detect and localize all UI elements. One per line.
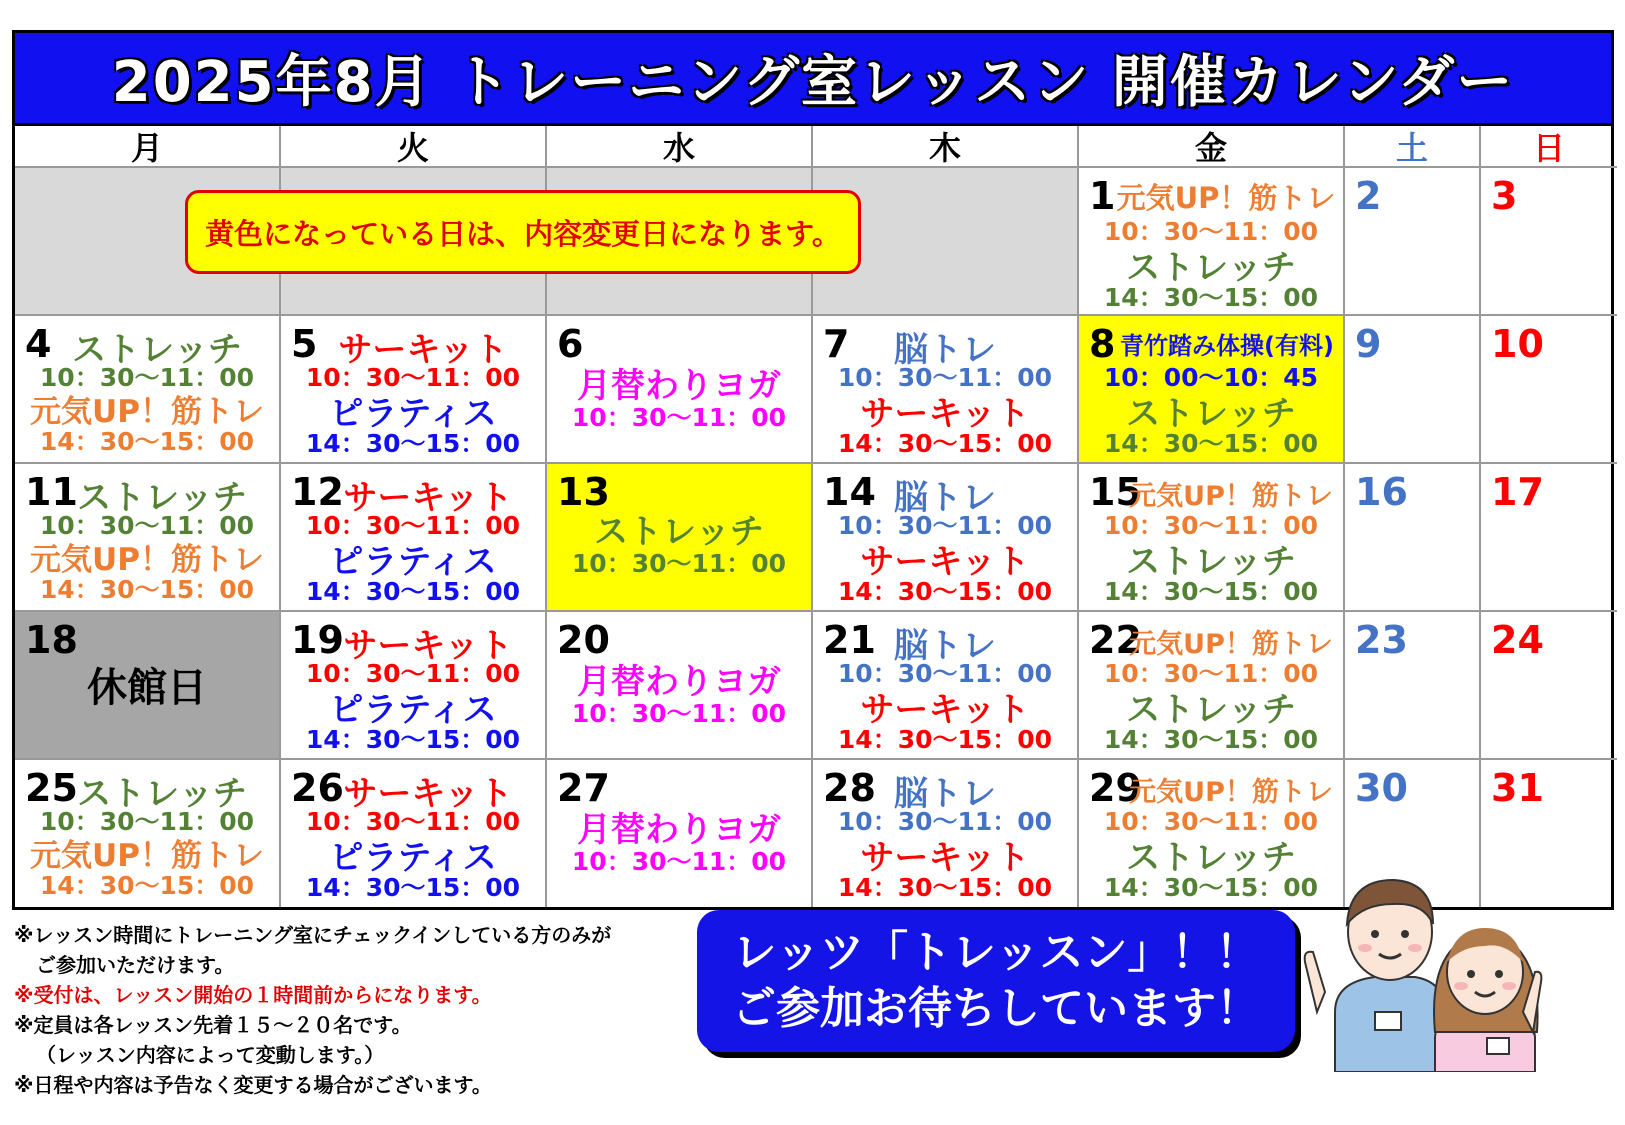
lesson-name: サーキット	[343, 774, 513, 814]
lesson-time: 10：30〜11：00	[571, 847, 787, 876]
footnote: ※レッスン時間にトレーニング室にチェックインしている方のみが	[14, 923, 612, 947]
day-cell-14	[813, 464, 1079, 612]
lesson-name: サーキット	[860, 690, 1030, 730]
lesson-time: 14：30〜15：00	[1103, 725, 1319, 754]
lesson-name: 元気UP！筋トレ	[30, 394, 264, 430]
lesson-name: 脳トレ	[894, 626, 996, 666]
day-number: 17	[1491, 470, 1544, 514]
day-number: 11	[25, 470, 78, 514]
day-number: 10	[1491, 322, 1544, 366]
day-number: 4	[25, 322, 52, 366]
day-cell-18	[15, 612, 281, 760]
weekday-sun: 日	[1481, 126, 1617, 168]
lesson-name: サーキット	[860, 542, 1030, 582]
lesson-time: 14：30〜15：00	[837, 429, 1053, 458]
day-cell-17	[1481, 464, 1617, 612]
slogan-banner	[697, 910, 1295, 1052]
footnotes	[14, 920, 704, 1100]
staff-illustration	[1295, 862, 1545, 1072]
day-number: 20	[557, 618, 610, 662]
closed-label: 休館日	[87, 665, 207, 711]
lesson-time: 10：30〜11：00	[305, 511, 521, 540]
lesson-name: 元気UP！筋トレ	[30, 542, 264, 578]
lesson-time: 10：30〜11：00	[1103, 511, 1319, 540]
lesson-time: 10：30〜11：00	[571, 549, 787, 578]
day-number: 27	[557, 766, 610, 810]
lesson-time: 10：30〜11：00	[305, 363, 521, 392]
day-number: 14	[823, 470, 876, 514]
weekday-tue: 火	[281, 126, 547, 168]
lesson-name: 元気UP！筋トレ	[30, 838, 264, 874]
day-cell-5	[281, 316, 547, 464]
day-cell-21	[813, 612, 1079, 760]
lesson-name: 月替わりヨガ	[577, 366, 781, 406]
day-number: 16	[1355, 470, 1408, 514]
footnote: （レッスン内容によって変動します。）	[36, 1043, 385, 1067]
title-bar	[12, 30, 1614, 126]
lesson-name: 元気UP！筋トレ	[1116, 181, 1336, 215]
day-number: 19	[291, 618, 344, 662]
weekday-fri: 金	[1079, 126, 1345, 168]
lesson-time: 14：30〜15：00	[305, 873, 521, 902]
day-cell-26	[281, 760, 547, 907]
footnote: ※定員は各レッスン先着１５〜２０名です。	[14, 1013, 412, 1037]
lesson-name: サーキット	[860, 838, 1030, 878]
day-number: 31	[1491, 766, 1544, 810]
lesson-time: 14：30〜15：00	[305, 725, 521, 754]
day-cell-15	[1079, 464, 1345, 612]
lesson-name: サーキット	[860, 394, 1030, 434]
lesson-time: 14：30〜15：00	[837, 725, 1053, 754]
day-cell-6	[547, 316, 813, 464]
lesson-time: 14：30〜15：00	[39, 575, 255, 604]
lesson-name: 脳トレ	[894, 774, 996, 814]
notice-banner	[185, 190, 861, 274]
day-cell-22	[1079, 612, 1345, 760]
day-number: 12	[291, 470, 344, 514]
lesson-time: 14：30〜15：00	[305, 429, 521, 458]
weekday-sat: 土	[1345, 126, 1481, 168]
lesson-name: 月替わりヨガ	[577, 810, 781, 850]
lesson-time: 10：30〜11：00	[39, 363, 255, 392]
day-cell-19	[281, 612, 547, 760]
lesson-name: サーキット	[343, 478, 513, 518]
lesson-time: 10：30〜11：00	[837, 511, 1053, 540]
lesson-name: 元気UP！筋トレ	[1129, 629, 1333, 660]
lesson-time: 14：30〜15：00	[837, 577, 1053, 606]
day-cell-25	[15, 760, 281, 907]
day-cell-27	[547, 760, 813, 907]
day-number: 21	[823, 618, 876, 662]
day-cell-13	[547, 464, 813, 612]
lesson-name: ストレッチ	[77, 774, 247, 814]
day-cell-12	[281, 464, 547, 612]
day-number: 15	[1089, 470, 1142, 514]
slogan-line: ご参加お待ちしています！	[732, 983, 1260, 1034]
lesson-name: ストレッチ	[594, 512, 764, 552]
lesson-name: ストレッチ	[1126, 690, 1296, 730]
footnote: ご参加いただけます。	[36, 953, 235, 977]
lesson-time: 10：30〜11：00	[837, 363, 1053, 392]
lesson-time: 14：30〜15：00	[39, 871, 255, 900]
day-cell-7	[813, 316, 1079, 464]
day-number: 13	[557, 470, 610, 514]
day-number: 22	[1089, 618, 1142, 662]
lesson-time: 10：30〜11：00	[39, 807, 255, 836]
day-number: 30	[1355, 766, 1408, 810]
day-cell-20	[547, 612, 813, 760]
day-number: 18	[25, 618, 78, 662]
day-cell-11	[15, 464, 281, 612]
weekday-thu: 木	[813, 126, 1079, 168]
lesson-name: ピラティス	[329, 542, 497, 582]
day-number: 8	[1089, 322, 1116, 366]
lesson-time: 10：30〜11：00	[1103, 807, 1319, 836]
female-staff-figure	[1434, 928, 1541, 1072]
lesson-name: サーキット	[343, 626, 513, 666]
day-number: 29	[1089, 766, 1142, 810]
lesson-name: 青竹踏み体操(有料)	[1120, 332, 1334, 360]
lesson-name: 脳トレ	[894, 478, 996, 518]
day-number: 25	[25, 766, 78, 810]
lesson-time: 10：00〜10：45	[1103, 363, 1319, 392]
lesson-time: 14：30〜15：00	[1103, 873, 1319, 902]
lesson-name: ストレッチ	[72, 330, 242, 370]
lesson-time: 10：30〜11：00	[1103, 217, 1319, 246]
lesson-time: 14：30〜15：00	[305, 577, 521, 606]
lesson-time: 14：30〜15：00	[837, 873, 1053, 902]
day-cell-3	[1481, 168, 1617, 316]
day-number: 7	[823, 322, 850, 366]
lesson-name: ピラティス	[329, 690, 497, 730]
lesson-name: ピラティス	[329, 838, 497, 878]
day-number: 6	[557, 322, 584, 366]
weekday-mon: 月	[15, 126, 281, 168]
lesson-name: 脳トレ	[894, 330, 996, 370]
day-number: 24	[1491, 618, 1544, 662]
lesson-time: 10：30〜11：00	[571, 403, 787, 432]
lesson-time: 10：30〜11：00	[1103, 659, 1319, 688]
lesson-name: サーキット	[338, 330, 508, 370]
lesson-name: ストレッチ	[1126, 838, 1296, 878]
male-staff-figure	[1305, 880, 1445, 1072]
day-cell-10	[1481, 316, 1617, 464]
lesson-time: 10：30〜11：00	[305, 807, 521, 836]
lesson-name: ストレッチ	[1126, 542, 1296, 582]
day-number: 26	[291, 766, 344, 810]
lesson-time: 10：30〜11：00	[39, 511, 255, 540]
weekday-wed: 水	[547, 126, 813, 168]
lesson-name: 元気UP！筋トレ	[1129, 481, 1333, 512]
lesson-time: 14：30〜15：00	[1103, 283, 1319, 312]
day-cell-28	[813, 760, 1079, 907]
footnote: ※受付は、レッスン開始の１時間前からになります。	[14, 983, 492, 1007]
lesson-time: 14：30〜15：00	[39, 427, 255, 456]
lesson-time: 14：30〜15：00	[1103, 429, 1319, 458]
lesson-time: 10：30〜11：00	[837, 659, 1053, 688]
lesson-name: 月替わりヨガ	[577, 662, 781, 702]
slogan-line: レッツ「トレッスン」！！	[732, 927, 1260, 978]
lesson-name: ストレッチ	[1126, 394, 1296, 434]
day-number: 1	[1089, 174, 1116, 218]
lesson-name: 元気UP！筋トレ	[1129, 777, 1333, 808]
lesson-time: 14：30〜15：00	[1103, 577, 1319, 606]
lesson-name: ストレッチ	[1126, 248, 1296, 288]
day-number: 23	[1355, 618, 1408, 662]
footnote: ※日程や内容は予告なく変更する場合がございます。	[14, 1073, 492, 1097]
day-cell-8	[1079, 316, 1345, 464]
day-number: 3	[1491, 174, 1518, 218]
day-cell-1	[1079, 168, 1345, 316]
lesson-time: 10：30〜11：00	[305, 659, 521, 688]
day-cell-9	[1345, 316, 1481, 464]
notice-text: 黄色になっている日は、内容変更日になります。	[205, 216, 841, 251]
lesson-name: ストレッチ	[77, 478, 247, 518]
lesson-time: 10：30〜11：00	[837, 807, 1053, 836]
day-cell-4	[15, 316, 281, 464]
lesson-time: 10：30〜11：00	[571, 699, 787, 728]
page-title: 2025年8月 トレーニング室レッスン 開催カレンダー	[111, 50, 1515, 115]
day-number: 5	[291, 322, 318, 366]
day-number: 2	[1355, 174, 1382, 218]
lesson-name: ピラティス	[329, 394, 497, 434]
day-cell-16	[1345, 464, 1481, 612]
day-cell-23	[1345, 612, 1481, 760]
day-cell-24	[1481, 612, 1617, 760]
day-number: 9	[1355, 322, 1382, 366]
day-cell-2	[1345, 168, 1481, 316]
day-number: 28	[823, 766, 876, 810]
